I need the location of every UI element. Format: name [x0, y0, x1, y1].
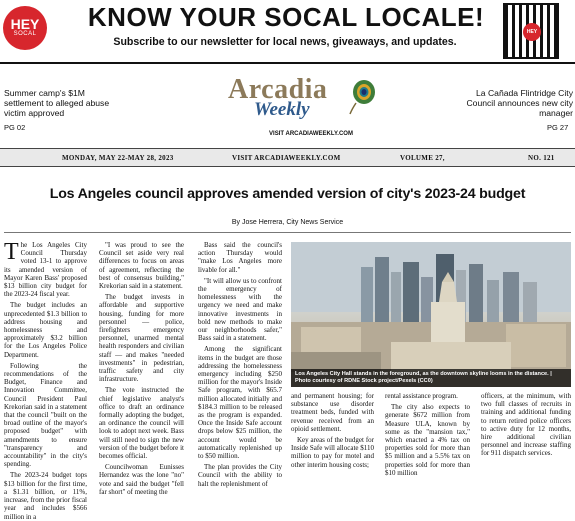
logo-text-bottom: SOCAL	[13, 31, 37, 37]
paragraph: rental assistance program.	[385, 392, 458, 400]
newsletter-banner[interactable]	[0, 0, 575, 60]
paragraph: The city also expects to generate $672 million from Measure ULA, known by some as the "mansion tax," which enacted a 4% tax on properties sold for more than $5 million and a 5.5% tax on properties sold for more than $10 million	[385, 403, 470, 477]
paragraph: Key areas of the budget for Inside Safe will allocate $110 million to pay for motel and other interim housing costs;	[291, 436, 374, 469]
paragraph: and permanent housing; for substance use disorder treatment beds, funded with revenue received from an opioid settlement.	[291, 392, 374, 433]
qr-logo: HEY	[523, 23, 541, 41]
article-byline: By Jose Herrera, City News Service	[231, 219, 344, 226]
issue-website[interactable]: VISIT ARCADIAWEEKLY.COM	[232, 154, 341, 162]
logo-text-top: HEY	[10, 16, 40, 32]
city-hall-photo[interactable]	[291, 242, 571, 387]
issue-date: MONDAY, MAY 22-MAY 28, 2023	[62, 154, 174, 162]
paragraph: officers, at the minimum, with two full classes of recruits in training and additional funding to return retired police officers to active duty for 12 months, hire additional civilian personnel and increase staffing for 911 dispatch services.	[481, 392, 571, 458]
paragraph: The Los Angeles City Council Thursday voted 13-1 to approve its amended version of Mayor Karen Bass' proposed $13 billion city budget for the 2023-24 fiscal year.	[4, 239, 87, 299]
skyline-illustration	[291, 242, 571, 387]
drop-cap: T	[4, 239, 19, 265]
hey-socal-logo[interactable]	[3, 6, 47, 50]
logo-word-weekly: Weekly	[254, 99, 310, 120]
teaser-right[interactable]: La Cañada Flintridge City Council announces new city manager	[466, 88, 573, 118]
qr-code-icon[interactable]	[503, 3, 559, 59]
peacock-feather-icon	[348, 79, 378, 115]
paragraph: The budget invests in affordable and supportive housing, funding for more personnel — police, firefighters emergency personnel, unarmed mental health responders and civilian staff — and makes "needed investments" in pedestrian, traffic safety and city infrastructure.	[99, 293, 184, 384]
banner-subtitle: Subscribe to our newsletter for local news, giveaways, and updates.	[113, 36, 457, 48]
paragraph: "It will allow us to confront the emergency of homelessness with the urgency we need and make innovative investments in bold new methods to make our neighborhoods safer," Bass said in a statement.	[198, 276, 282, 343]
logo-word-arcadia: Arcadia	[228, 74, 328, 105]
article-column-3	[198, 241, 282, 488]
byline-divider	[4, 232, 571, 233]
paragraph: The budget includes an unprecedented $1.3 billion to address housing and homelessness and approximately $3.2 billion for the Los Angeles Police Department.	[4, 301, 87, 359]
article-column-1	[4, 239, 87, 521]
article-column-2	[99, 241, 184, 496]
paragraph: "I was proud to see the Council set aside very real differences to focus on areas of agreement, reflecting the best of consensus building," Krekorian said in a statement.	[99, 241, 184, 291]
teaser-right-page: PG 27	[547, 123, 569, 132]
issue-volume: VOLUME 27,	[400, 154, 445, 162]
photo-caption: Los Angeles City Hall stands in the foreground, as the downtown skyline looms in the distance. | Photo courtesy of RDNE Stock project/Pexels (CC0)	[291, 369, 571, 387]
logo-website-link[interactable]: VISIT ARCADIAWEEKLY.COM	[269, 131, 353, 137]
banner-title: KNOW YOUR SOCAL LOCALE!	[87, 2, 485, 32]
paragraph: Bass said the council's action Thursday would "make Los Angeles more livable for all."	[198, 241, 282, 274]
article-column-6	[481, 392, 571, 465]
paragraph: Councilwoman Eunisses Hernandez was the lone "no" vote and said the budget "fell far short" of meeting the	[99, 463, 184, 496]
paragraph: The vote instructed the chief legislative analyst's office to draft an ordinance formally adopting the budget, an ordinance the council will look to adopt next week. Bass will still need to sign the new version of the budget before it becomes official.	[99, 386, 184, 461]
paragraph: Among the significant items in the budget are those addressing the homelessness emergency including $250 million for the mayor's Inside Safe program, with $65.7 million allocated initially and $184.3 million to be released as the program is expanded. Once the Inside Safe account drops below $25 million, the account would be automatically replenished up to $50 million.	[198, 345, 282, 461]
teaser-left-page: PG 02	[4, 123, 26, 132]
paragraph: Following the recommendations of the Budget, Finance and Innovation Committee, Council President Paul Krekorian said in a statement that the council "built on the broad outline of the mayor's proposed budget" with amendments to ensure "transparency and accountability" in the city's spending.	[4, 361, 87, 469]
issue-info-bar	[0, 148, 575, 167]
paragraph: The plan provides the City Council with the ability to halt the replenishment of	[198, 463, 282, 488]
banner-divider	[0, 62, 575, 64]
paragraph: The 2023-24 budget tops $13 billion for the first time, a $1.31 billion, or 11%, increase, from the prior fiscal year and includes $566 million in a	[4, 471, 87, 521]
teaser-left[interactable]: Summer camp's $1M settlement to alleged abuse victim approved	[4, 88, 110, 118]
article-headline: Los Angeles council approves amended version of city's 2023-24 budget	[49, 186, 526, 202]
article-column-4	[291, 392, 374, 469]
article-column-5	[385, 392, 470, 477]
issue-number: NO. 121	[528, 154, 555, 162]
